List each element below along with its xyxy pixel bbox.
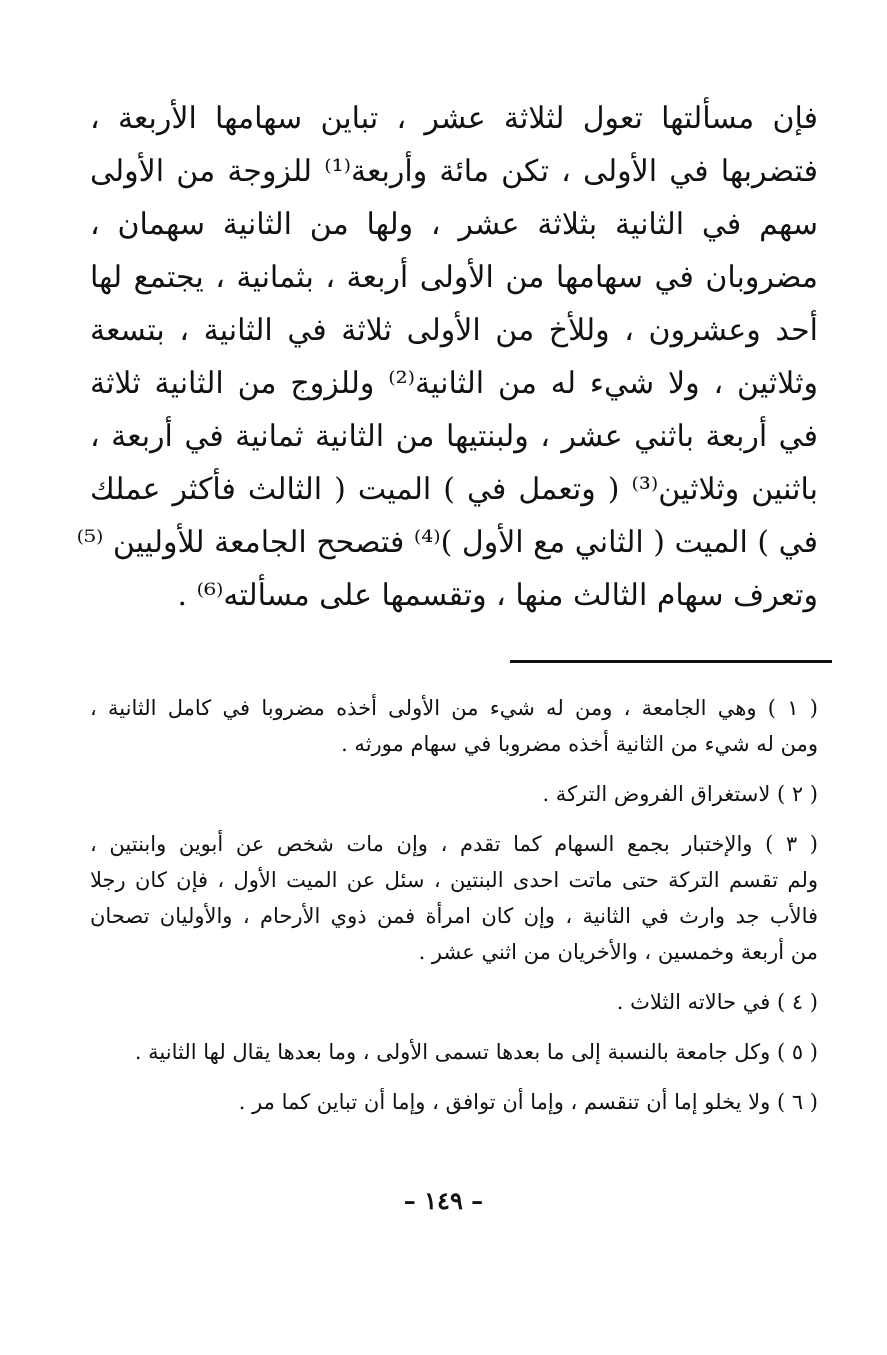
main-text-line: في ) الميت ( الثاني مع الأول )⁽⁴⁾ فتصحح الجامعة للأوليين ⁽⁵⁾	[76, 525, 818, 560]
footnote-line: ( ١ ) وهي الجامعة ، ومن له شيء من الأولى أخذه مضروبا في كامل الثانية ،	[90, 696, 818, 720]
main-text-line: سهم في الثانية بثلاثة عشر ، ولها من الثانية سهمان ،	[90, 207, 818, 242]
footnote-line: ( ٤ ) في حالاته الثلاث .	[616, 990, 818, 1014]
footnote-line: من أربعة وخمسين ، والأخريان من اثني عشر .	[418, 940, 818, 964]
footnote-line: ( ٣ ) والإختبار بجمع السهام كما تقدم ، وإن مات شخص عن أبوين وابنتين ،	[90, 832, 818, 856]
main-text-line: وثلاثين ، ولا شيء له من الثانية⁽²⁾ وللزوج من الثانية ثلاثة	[90, 366, 818, 401]
footnote-4	[90, 984, 818, 1020]
footnote-3	[90, 826, 818, 970]
main-text-line: وتعرف سهام الثالث منها ، وتقسمها على مسألته⁽⁶⁾ .	[177, 578, 818, 613]
footnote-2	[90, 776, 818, 812]
footnote-separator	[510, 660, 832, 663]
main-text	[76, 92, 818, 622]
main-text-line: في أربعة باثني عشر ، ولبنتيها من الثانية ثمانية في أربعة ،	[90, 419, 818, 454]
main-text-line: فتضربها في الأولى ، تكن مائة وأربعة⁽¹⁾ للزوجة من الأولى	[90, 154, 818, 189]
footnote-line: ( ٥ ) وكل جامعة بالنسبة إلى ما بعدها تسمى الأولى ، وما بعدها يقال لها الثانية .	[134, 1040, 818, 1064]
main-text-line: أحد وعشرون ، وللأخ من الأولى ثلاثة في الثانية ، بتسعة	[90, 313, 818, 348]
footnote-line: ( ٦ ) ولا يخلو إما أن تنقسم ، وإما أن توافق ، وإما أن تباين كما مر .	[238, 1090, 818, 1114]
main-text-line: فإن مسألتها تعول لثلاثة عشر ، تباين سهامها الأربعة ،	[90, 101, 818, 136]
footnote-line: فالأب جد وارث في الثانية ، وإن كان امرأة فمن ذوي الأرحام ، والأوليان تصحان	[90, 904, 818, 928]
footnote-line: ولم تقسم التركة حتى ماتت احدى البنتين ، سئل عن الميت الأول ، فإن كان رجلا	[90, 868, 818, 892]
main-text-line: باثنين وثلاثين⁽³⁾ ( وتعمل في ) الميت ( الثالث فأكثر عملك	[90, 472, 818, 507]
footnote-line: ( ٢ ) لاستغراق الفروض التركة .	[542, 782, 818, 806]
footnote-6	[90, 1084, 818, 1120]
main-text-line: مضروبان في سهامها من الأولى أربعة ، بثمانية ، يجتمع لها	[90, 260, 818, 295]
page-number: – ١٤٩ –	[403, 1186, 484, 1215]
footnote-1	[90, 690, 818, 762]
footnotes	[90, 690, 818, 1134]
footnote-line: ومن له شيء من الثانية أخذه مضروبا في سهام مورثه .	[341, 732, 818, 756]
footnote-5	[90, 1034, 818, 1070]
